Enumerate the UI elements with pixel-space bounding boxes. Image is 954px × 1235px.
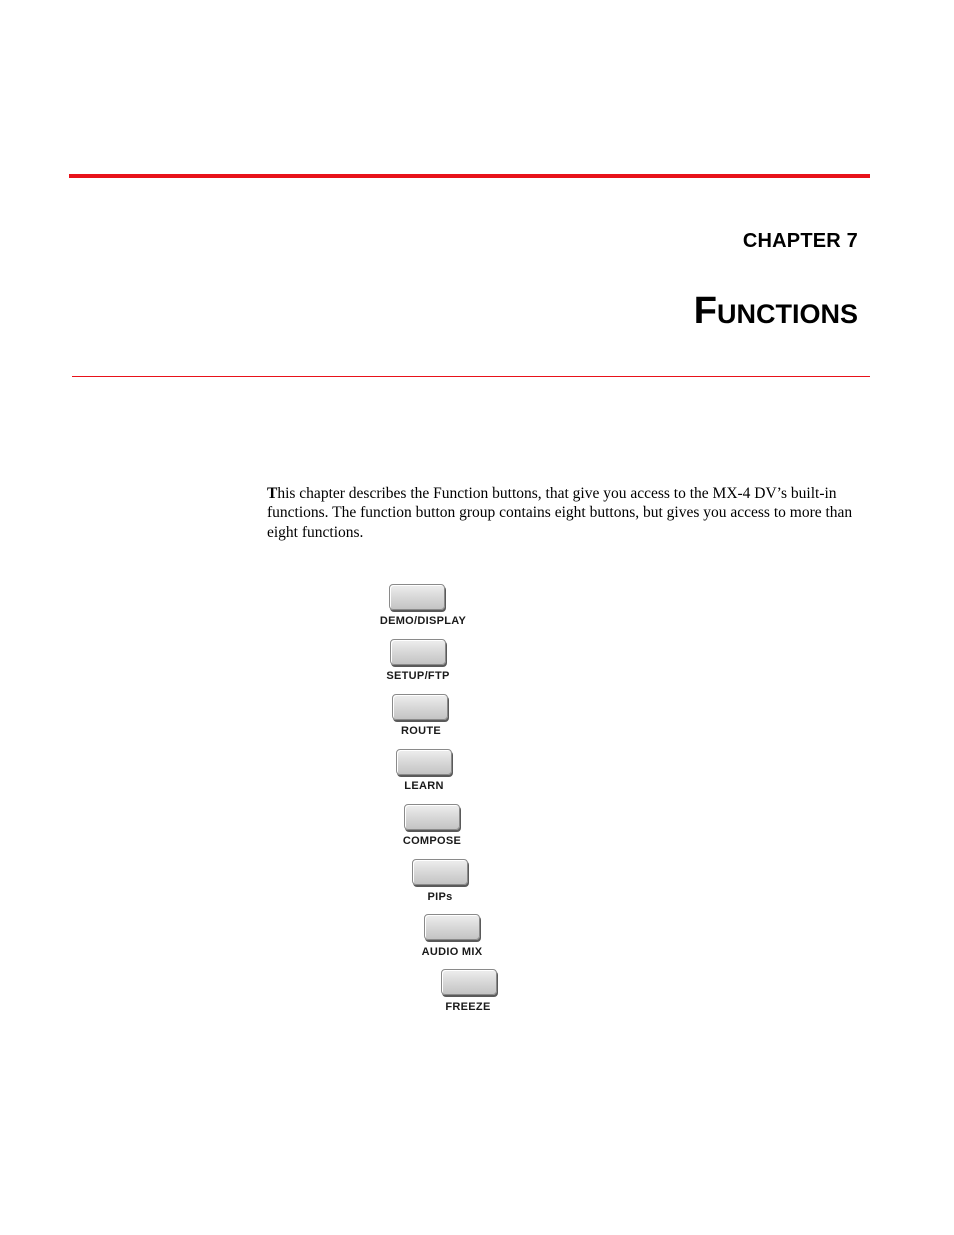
- audio-mix-button[interactable]: [424, 914, 480, 940]
- intro-paragraph: [267, 484, 867, 543]
- chapter-title: Functions: [693, 290, 858, 332]
- freeze-button[interactable]: [441, 969, 497, 995]
- bottom-red-rule: [72, 376, 870, 377]
- demo-display-label: DEMO/DISPLAY: [379, 615, 467, 627]
- route-label: ROUTE: [401, 725, 441, 737]
- chapter-number: CHAPTER 7: [742, 230, 858, 252]
- learn-label: LEARN: [404, 780, 444, 792]
- learn-button[interactable]: [396, 749, 452, 775]
- intro-text: his chapter describes the Function buttons, that give you access to the MX-4 DV’s built-in functions. The function button group contains eight buttons, but gives you access to more than eight functions.: [267, 484, 853, 541]
- audio-mix-label: AUDIO MIX: [421, 946, 483, 958]
- intro-drop-letter: T: [267, 484, 278, 502]
- pips-label: PIPs: [427, 891, 453, 903]
- freeze-label: FREEZE: [445, 1001, 491, 1013]
- route-button[interactable]: [392, 694, 448, 720]
- top-red-rule: [69, 174, 870, 178]
- setup-ftp-label: SETUP/FTP: [386, 670, 450, 682]
- setup-ftp-button[interactable]: [390, 639, 446, 665]
- pips-button[interactable]: [412, 859, 468, 885]
- compose-label: COMPOSE: [402, 835, 462, 847]
- compose-button[interactable]: [404, 804, 460, 830]
- demo-display-button[interactable]: [389, 584, 445, 610]
